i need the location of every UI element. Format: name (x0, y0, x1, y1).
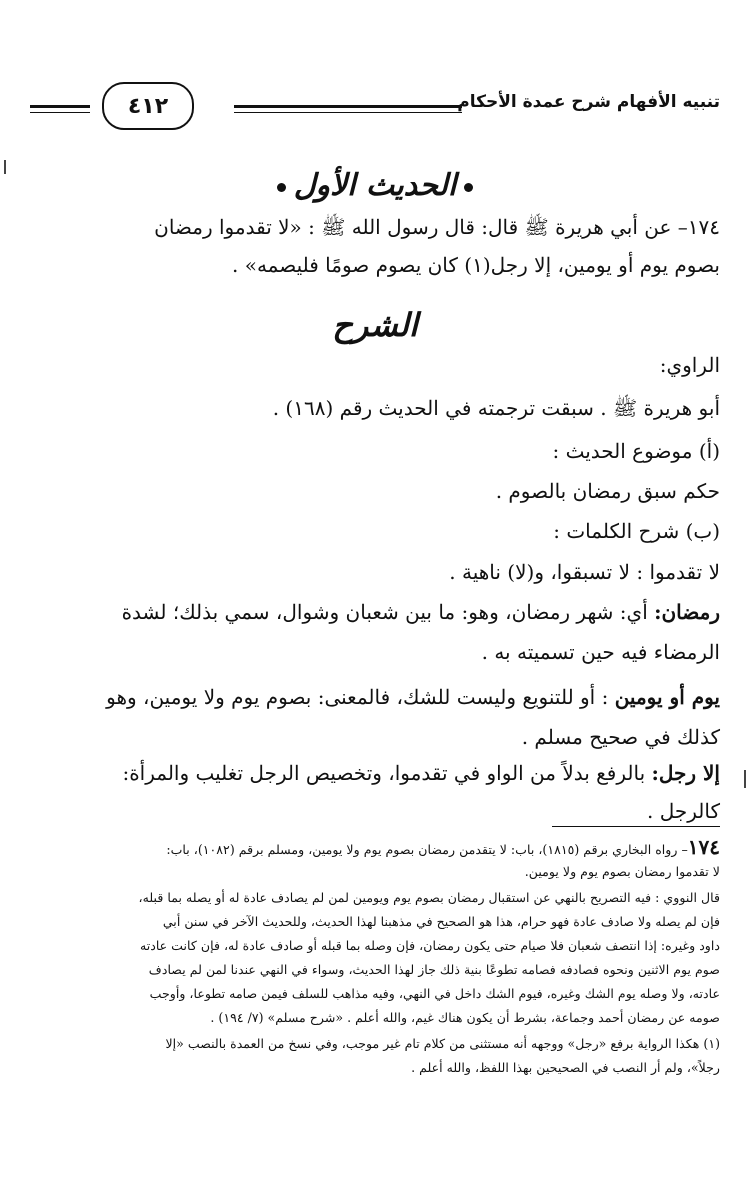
topic-heading: (أ) موضوع الحديث : (552, 439, 720, 463)
yawm-term: يوم أو يومين (614, 685, 720, 709)
nawawi-quote-line-2: فإن لم يصله ولا صادف عادة فهو حرام، هذا هو الصحيح في مذهبنا لهذا الحديث، وللحديث الآخر في سنن أبي (162, 914, 720, 929)
words-heading: (ب) شرح الكلمات : (553, 519, 720, 543)
nawawi-quote-line-4: صوم يوم الاثنين ونحوه فصادفه فصامه تطوعًا بنية ذلك جاز لهذا الحديث، وسواء في النهي عندنا لمن لم يصادف (148, 962, 720, 977)
ramadan-definition (30, 599, 720, 625)
nawawi-quote-line-3: داود وغيره: إذا انتصف شعبان فلا صيام حتى يكون رمضان، فإن وصله بما قبله أو صادف عادة له، فإن كانت عادته (139, 938, 720, 953)
nawawi-quote-line-5: عادته، ولا وصله يوم الشك وغيره، فيوم الشك داخل في النهي، وفيه مذاهب للسلف فيمن صامه تطوعا، وأوجب (149, 986, 720, 1001)
nawawi-quote-line-6: صومه عن رمضان أحمد وجماعة، بشرط أن يكون هناك غيم، والله أعلم . «شرح مسلم» (٧/ ١٩٤) . (210, 1010, 720, 1025)
footnote-174-number: ١٧٤ (687, 835, 720, 859)
yawm-definition-cont: كذلك في صحيح مسلم . (521, 725, 720, 749)
book-title: تنبيه الأفهام شرح عمدة الأحكام (457, 92, 720, 112)
header-rule (234, 105, 462, 113)
scan-edge-mark (4, 160, 6, 174)
footnote-174-text: – رواه البخاري برقم (١٨١٥)، باب: لا يتقدمن رمضان بصوم يوم ولا يومين، ومسلم برقم (١٠٨٢)، باب: (166, 842, 688, 857)
yawm-definition (30, 684, 720, 710)
illa-definition-text: بالرفع بدلاً من الواو في تقدموا، وتخصيص الرجل تغليب والمرأة: (122, 761, 646, 785)
header-rule-left (30, 105, 90, 113)
hadith-line-1: ١٧٤– عن أبي هريرة ﷺ قال: قال رسول الله ﷺ : «لا تقدموا رمضان (154, 215, 720, 239)
illa-definition (30, 760, 720, 786)
nawawi-quote-line-1: قال النووي : فيه التصريح بالنهي عن استقبال رمضان بصوم يوم ويومين لمن لم يصادف عادة له أو يصله بما قبله، (138, 890, 720, 905)
yawm-definition-text: : أو للتنويع وليست للشك، فالمعنى: بصوم يوم ولا يومين، وهو (106, 685, 609, 709)
running-header (30, 78, 720, 132)
footnote-174-line-1 (28, 832, 720, 863)
bullet-icon (277, 183, 286, 192)
illa-term: إلا رجل: (651, 761, 720, 785)
ramadan-definition-cont: الرمضاء فيه حين تسميته به . (481, 640, 720, 664)
rawi-heading: الراوي: (659, 353, 720, 377)
footnote-174-line-2: لا تقدموا رمضان بصوم يوم ولا يومين. (524, 864, 720, 879)
illa-definition-cont: كالرجل . (647, 799, 720, 823)
footnote-1-line-2: رجلاً»، ولم أر النصب في الصحيحين بهذا اللفظ، والله أعلم . (411, 1060, 720, 1075)
la-taqaddamu-definition: لا تقدموا : لا تسبقوا، و(لا) ناهية . (449, 560, 720, 584)
hadith-heading (0, 168, 750, 203)
footnote-separator (552, 826, 720, 827)
footnote-1-line-1: (١) هكذا الرواية برفع «رجل» ووجهه أنه مستثنى من كلام تام غير موجب، وفي نسخ من العمدة بالنصب «إلا (165, 1036, 720, 1051)
page-number: ٤١٢ (102, 82, 194, 130)
topic-text: حكم سبق رمضان بالصوم . (495, 479, 720, 503)
scan-edge-mark (744, 770, 746, 788)
hadith-line-2: بصوم يوم أو يومين، إلا رجل(١) كان يصوم صومًا فليصمه» . (232, 253, 720, 277)
rawi-text: أبو هريرة ﷺ . سبقت ترجمته في الحديث رقم (١٦٨) . (272, 396, 720, 420)
bullet-icon (464, 183, 473, 192)
ramadan-term: رمضان: (654, 600, 720, 624)
ramadan-definition-text: أي: شهر رمضان، وهو: ما بين شعبان وشوال، سمي بذلك؛ لشدة (121, 600, 648, 624)
hadith-heading-text: الحديث الأول (293, 168, 457, 203)
sharh-heading: الشرح (332, 306, 418, 344)
